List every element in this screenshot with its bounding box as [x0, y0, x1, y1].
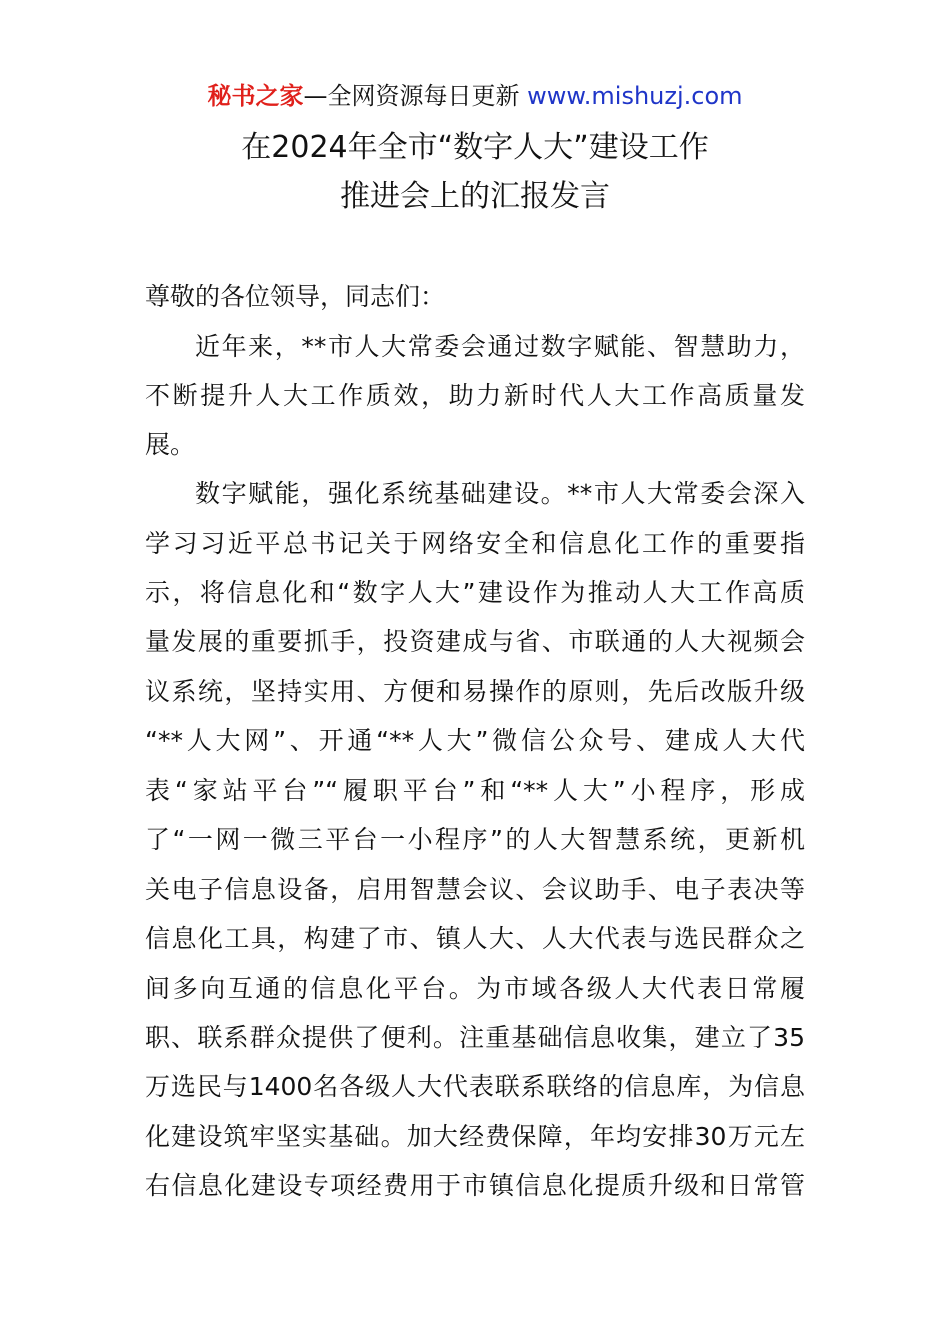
paragraph-2-line-8: 了“一网一微三平台一小程序”的人大智慧系统，更新机 — [145, 825, 805, 854]
paragraph-2-line-4: 量发展的重要抓手，投资建成与省、市联通的人大视频会 — [145, 627, 805, 656]
paragraph-2-line-13: 万选民与1400名各级人大代表联系联络的信息库，为信息 — [145, 1072, 805, 1101]
paragraph-2-line-9: 关电子信息设备，启用智慧会议、会议助手、电子表决等 — [145, 875, 805, 904]
site-url[interactable]: www.mishuzj.com — [527, 82, 743, 110]
paragraph-2-line-7: 表“家站平台”“履职平台”和“**人大”小程序，形成 — [145, 776, 805, 805]
paragraph-2-line-15: 右信息化建设专项经费用于市镇信息化提质升级和日常管 — [145, 1171, 805, 1200]
paragraph-1-line-3: 展。 — [145, 430, 196, 459]
paragraph-2-line-6: “**人大网”、开通“**人大”微信公众号、建成人大代 — [145, 726, 805, 755]
salutation: 尊敬的各位领导，同志们： — [145, 282, 446, 311]
site-banner — [0, 80, 950, 112]
paragraph-1-line-2: 不断提升人大工作质效，助力新时代人大工作高质量发 — [145, 381, 805, 410]
paragraph-2-line-2: 学习习近平总书记关于网络安全和信息化工作的重要指 — [145, 529, 805, 558]
paragraph-2-line-3: 示，将信息化和“数字人大”建设作为推动人大工作高质 — [145, 578, 805, 607]
paragraph-1-line-1: 近年来，**市人大常委会通过数字赋能、智慧助力， — [195, 332, 805, 361]
paragraph-2-line-5: 议系统，坚持实用、方便和易操作的原则，先后改版升级 — [145, 677, 805, 706]
paragraph-2-line-14: 化建设筑牢坚实基础。加大经费保障，年均安排30万元左 — [145, 1122, 805, 1151]
banner-slogan: —全网资源每日更新 — [303, 82, 520, 110]
paragraph-2-line-11: 间多向互通的信息化平台。为市域各级人大代表日常履 — [145, 974, 805, 1003]
paragraph-2-line-1: 数字赋能，强化系统基础建设。**市人大常委会深入 — [195, 479, 805, 508]
document-title-line-1: 在2024年全市“数字人大”建设工作 — [241, 130, 709, 165]
paragraph-2-line-10: 信息化工具，构建了市、镇人大、人大代表与选民群众之 — [145, 924, 805, 953]
document-title-line-2: 推进会上的汇报发言 — [340, 179, 610, 214]
paragraph-2-line-12: 职、联系群众提供了便利。注重基础信息收集，建立了35 — [145, 1023, 805, 1052]
brand-name: 秘书之家 — [207, 82, 304, 110]
